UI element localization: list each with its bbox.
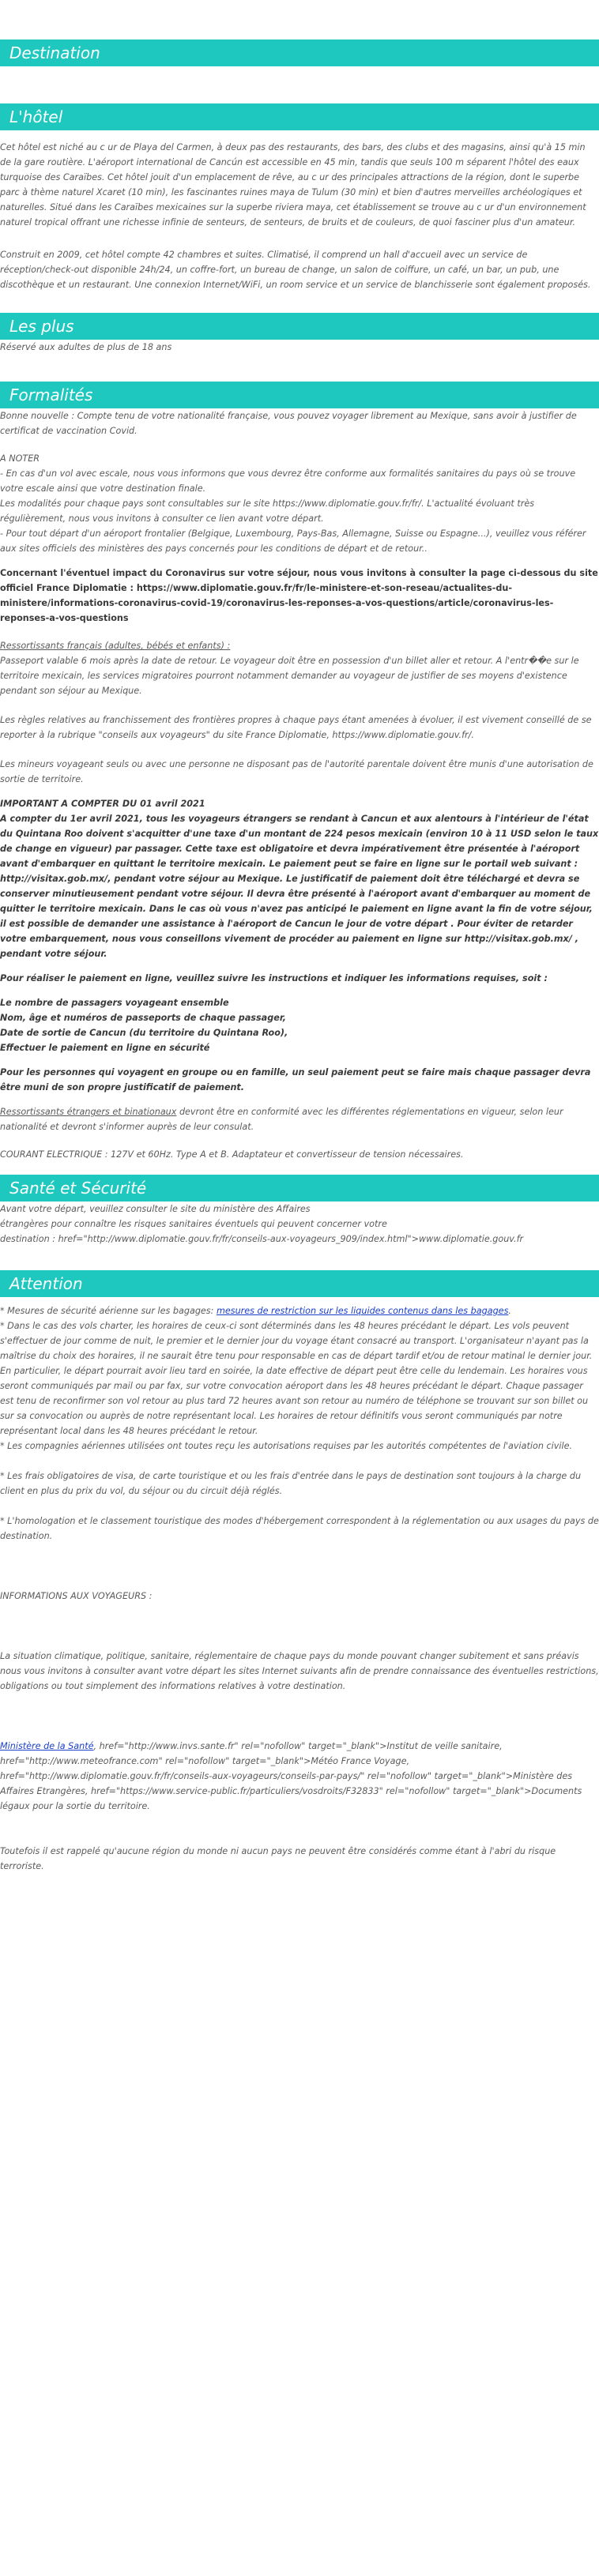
a-noter-title: A NOTER [0,453,40,464]
travellers-info-title: INFORMATIONS AUX VOYAGEURS : [0,1591,153,1601]
sante-line-3: destination : href="http://www.diplomatie.gouv.fr/fr/conseils-aux-voyageurs_909/index.html">www.diplomatie.gouv.fr [0,1234,524,1244]
travellers-info-line-2: nous vous invitons à consulter avant votre départ les sites Internet suivants afin de prendre connaissance des éventuelles restrictions, obligations ou tout simplement des informations relatives à votre destination. [0,1666,599,1691]
foreign-nationals-title: Ressortissants étrangers et binationaux [0,1107,177,1117]
useful-links [0,1739,599,1814]
minors-text: Les mineurs voyageant seuls ou avec une personne ne disposant pas de l'autorité parentale doivent être munis d'une autorisation de sortie de territoire. [0,759,593,784]
baggage-security [0,1303,599,1318]
baggage-security-end: . [508,1306,511,1316]
plus-header [0,313,599,340]
group-payment-note: Pour les personnes qui voyagent en groupe ou en famille, un seul paiement peut se faire mais chaque passager devra être muni de son propre justificatif de paiement. [0,1067,591,1092]
plus-title: Les plus [9,317,74,336]
charter-flights-text: * Dans le cas des vols charter, les horaires de ceux-ci sont déterminés dans les 48 heures précédant le départ. Les vols peuvent s'effectuer de jour comme de nuit, le premier et le dernier jour du voyage étant consacré au transport. L'organisateur n'ayant pas la maîtrise du choix des horaires, il ne saurait être tenu pour responsable en cas de départ tardif et/ou de retour matinal le dernier jour. En particulier, le départ pourrait avoir lieu tard en soirée, la date effective de départ peut être celle du lendemain. Les horaires vous seront communiqués par mail ou par fax, sur votre convocation aéroport dans les 48 heures précédant le départ. Chaque passager est tenu de reconfirmer son vol retour au plus tard 72 heures avant son retour au numéro de téléphone se trouvant sur son billet ou sur sa convocation ou auprès de notre représentant local. Les horaires de retour définitifs vous seront communiqués par notre représentant local dans les 48 heures précédant le retour. [0,1321,593,1436]
formalites-header [0,382,599,408]
visa-fees: * Les frais obligatoires de visa, de carte touristique et ou les frais d'entrée dans le pays de destination sont toujours à la charge du client en plus du prix du vol, du séjour ou du circuit déjà réglés. [0,1471,582,1496]
ministere-sante-link[interactable]: Ministère de la Santé [0,1741,94,1751]
foreign-nationals-text: devront être en conformité avec les différentes réglementations en vigueur, selon leur nationalité et devront s'informer auprès de leur consulat. [0,1107,563,1132]
formalites-title: Formalités [9,385,93,404]
plus-text: Réservé aux adultes de plus de 18 ans [0,342,172,352]
payment-step-2: Nom, âge et numéros de passeports de chaque passager, [0,1013,286,1023]
hotel-title: L'hôtel [9,107,63,126]
formalites-intro: Bonne nouvelle : Compte tenu de votre nationalité française, vous pouvez voyager librement au Mexique, sans avoir à justifier de certificat de vaccination Covid. [0,411,577,436]
sante-header [0,1175,599,1202]
important-title: IMPORTANT A COMPTER DU 01 avril 2021 [0,799,205,809]
plus-section [0,340,599,355]
liquids-restriction-link[interactable]: mesures de restriction sur les liquides contenus dans les bagages [216,1306,509,1316]
french-nationals-title: Ressortissants français (adultes, bébés et enfants) : [0,641,231,651]
attention-section [0,1297,599,1874]
attention-header [0,1270,599,1297]
attention-title: Attention [9,1274,83,1293]
accommodation-classification: * L'homologation et le classement touristique des modes d'hébergement correspondent à la réglementation ou aux usages du pays de destination. [0,1516,599,1541]
important-text: A compter du 1er avril 2021, tous les voyageurs étrangers se rendant à Cancun et aux alentours à l'intérieur de l'état du Quintana Roo doivent s'acquitter d'une taxe d'un montant de 224 pesos mexicain (environ 10 à 11 USD selon le taux de change en vigueur) par passager. Cette taxe est obligatoire et devra impérativement être présentée à l'aéroport avant d'embarquer en quittant le territoire mexicain. Le paiement peut se faire en ligne sur le portail web suivant : http://visitax.gob.mx/, pendant votre séjour au Mexique. Le justificatif de paiement doit être téléchargé et devra se conserver minutieusement pendant votre séjour. Il devra être présenté à l'aéroport avant d'embarquer au moment de quitter le territoire mexicain. Dans le cas où vous n'avez pas anticipé le paiement en ligne avant la fin de votre séjour, il est possible de demander une assistance à l'aéroport de Cancun le jour de votre départ . Pour éviter de retarder votre embarquement, nous vous conseillons vivement de procéder au paiement en ligne sur http://visitax.gob.mx/ , pendant votre séjour. [0,814,599,959]
sante-title: Santé et Sécurité [9,1179,147,1198]
a-noter-line-3: - Pour tout départ d'un aéroport frontalier (Belgique, Luxembourg, Pays-Bas, Allemagne, Suisse ou Espagne...), veuillez vous référer aux sites officiels des ministères des pays concernés pour les conditions de départ et de retour.. [0,528,586,554]
a-noter-line-2: Les modalités pour chaque pays sont consultables sur le site https://www.diplomatie.gouv.fr/fr/. L'actualité évoluant très régulièrement, nous vous invitons à consulter ce lien avant votre départ. [0,498,535,524]
french-nationals-text: Passeport valable 6 mois après la date de retour. Le voyageur doit être en possession d'un billet aller et retour. A l'entr��e sur le territoire mexicain, les services migratoires pourront notamment demander au voyageur de justifier de ses moyens d'existence pendant son séjour au Mexique. [0,656,579,696]
airlines-authorization: * Les compagnies aériennes utilisées ont toutes reçu les autorisations requises par les autorités compétentes de l'aviation civile. [0,1441,573,1451]
payment-step-1: Le nombre de passagers voyageant ensemble [0,998,229,1008]
destination-title: Destination [9,43,100,62]
payment-instructions-title: Pour réaliser le paiement en ligne, veuillez suivre les instructions et indiquer les informations requises, soit : [0,973,548,983]
hotel-section [0,130,599,292]
formalites-section [0,408,599,1162]
sante-line-1: Avant votre départ, veuillez consulter le site du ministère des Affaires [0,1204,311,1214]
destination-header [0,39,599,66]
terrorism-warning: Toutefois il est rappelé qu'aucune région du monde ni aucun pays ne peuvent être considérés comme étant à l'abri du risque terroriste. [0,1846,556,1871]
baggage-security-label: * Mesures de sécurité aérienne sur les bagages: [0,1306,217,1316]
payment-step-3: Date de sortie de Cancun (du territoire du Quintana Roo), [0,1028,288,1038]
covid-notice: Concernant l'éventuel impact du Coronavirus sur votre séjour, nous vous invitons à consulter la page ci-dessous du site officiel France Diplomatie : https://www.diplomatie.gouv.fr/fr/le-ministere-et-son-reseau/actualites-du-ministere/informations-coronavirus-covid-19/coronavirus-les-reponses-a-vos-questions/article/coronavirus-les-reponses-a-vos-questions [0,568,598,623]
electric-current: COURANT ELECTRIQUE : 127V et 60Hz. Type A et B. Adaptateur et convertisseur de tension nécessaires. [0,1149,464,1160]
payment-step-4: Effectuer le paiement en ligne en sécurité [0,1043,210,1053]
sante-section [0,1202,599,1247]
travellers-info-line-1: La situation climatique, politique, sanitaire, réglementaire de chaque pays du monde pouvant changer subitement et sans préavis [0,1651,579,1661]
a-noter-line-1: - En cas d'un vol avec escale, nous vous informons que vous devrez être conforme aux formalités sanitaires du pays où se trouve votre escale ainsi que votre destination finale. [0,468,576,494]
hotel-facilities: Construit en 2009, cet hôtel compte 42 chambres et suites. Climatisé, il comprend un hall d'accueil avec un service de réception/check-out disponible 24h/24, un coffre-fort, un bureau de change, un salon de coiffure, un café, un bar, un pub, une discothèque et un restaurant. Une connexion Internet/WiFi, un room service et un service de blanchisserie sont également proposés. [0,250,591,290]
hotel-description: Cet hôtel est niché au c ur de Playa del Carmen, à deux pas des restaurants, des bars, des clubs et des magasins, ainsi qu'à 15 min de la gare routière. L'aéroport international de Cancún est accessible en 45 min, tandis que seuls 100 m séparent l'hôtel des eaux turquoise des Caraïbes. Cet hôtel jouit d'un emplacement de rêve, au c ur des principales attractions de la région, dont le superbe parc à thème naturel Xcaret (10 min), les fascinantes ruines maya de Tulum (30 min) et bien d'autres merveilles archéologiques et naturelles. Situé dans les Caraïbes mexicaines sur la superbe riviera maya, cet établissement se trouve au c ur d'un environnement naturel tropical offrant une richesse infinie de senteurs, de senteurs, de bruits et de couleurs, de quoi fasciner plus d'un amateur. [0,142,586,228]
sante-line-2: étrangères pour connaître les risques sanitaires éventuels qui peuvent concerner votre [0,1219,387,1229]
border-rules: Les règles relatives au franchissement des frontières propres à chaque pays étant amenées à évoluer, il est vivement conseillé de se reporter à la rubrique "conseils aux voyageurs" du site France Diplomatie, https://www.diplomatie.gouv.fr/. [0,715,592,740]
hotel-header [0,103,599,130]
foreign-nationals [0,1104,599,1134]
useful-links-text: , href="http://www.invs.sante.fr" rel="nofollow" target="_blank">Institut de veille sanitaire, href="http://www.meteofrance.com" rel="nofollow" target="_blank">Météo France Voyage, href="http://www.diplomatie.gouv.fr/fr/conseils-aux-voyageurs/conseils-par-pays/" rel="nofollow" target="_blank">Ministère des Affaires Etrangères, href="https://www.service-public.fr/particuliers/vosdroits/F32833" rel="nofollow" target="_blank">Documents légaux pour la sortie du territoire. [0,1741,582,1811]
